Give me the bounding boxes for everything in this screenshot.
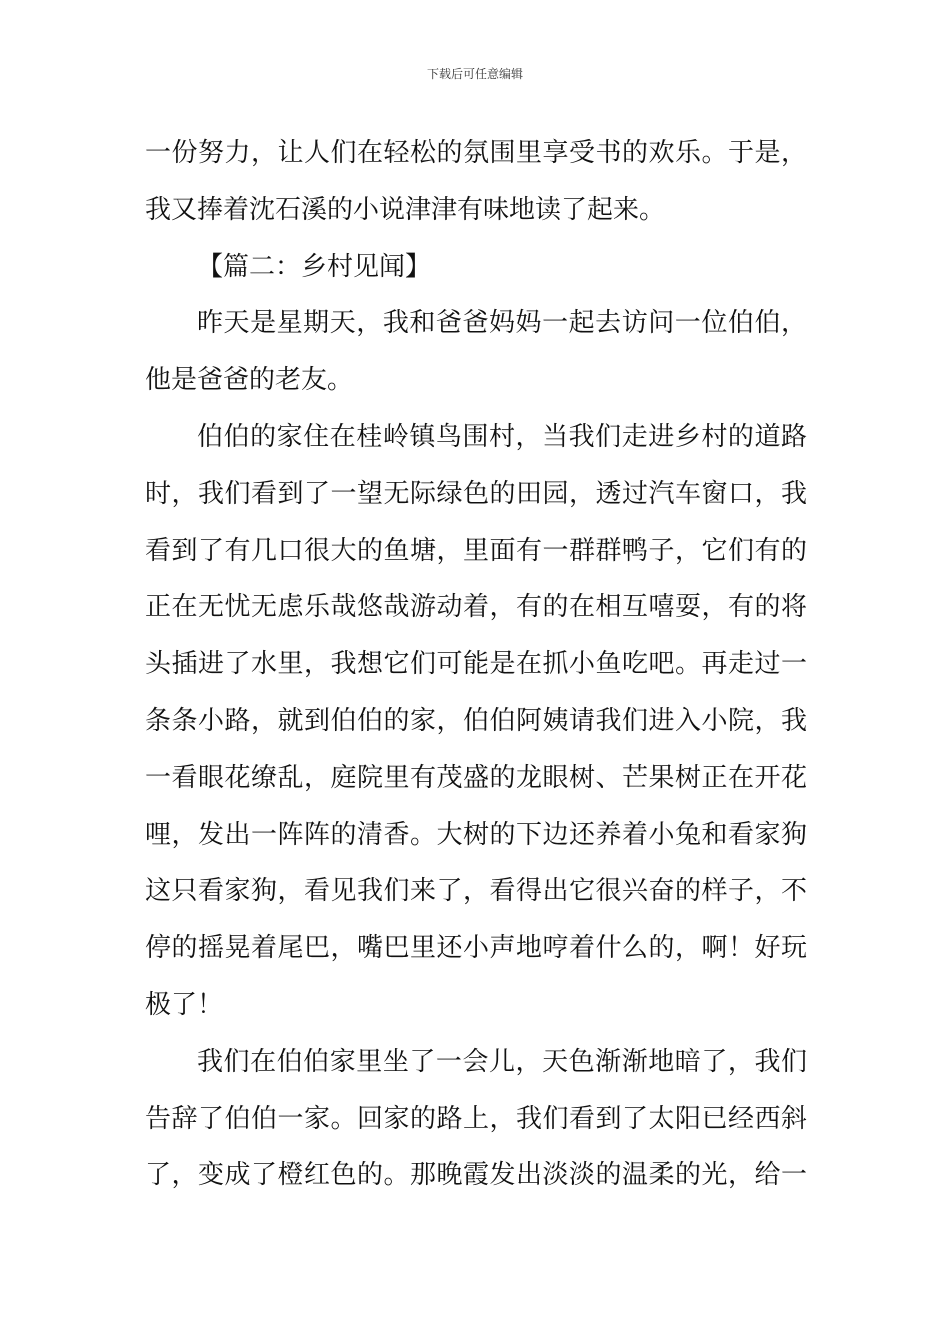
text-line: 哩，发出一阵阵的清香。大树的下边还养着小兔和看家狗 [145,819,807,850]
text-line: 条条小路，就到伯伯的家，伯伯阿姨请我们进入小院，我 [145,705,807,736]
text-line: 我们在伯伯家里坐了一会儿，天色渐渐地暗了，我们 [197,1046,807,1077]
text-line: 时，我们看到了一望无际绿色的田园，透过汽车窗口，我 [145,478,807,509]
text-line: 正在无忧无虑乐哉悠哉游动着，有的在相互嘻耍，有的将 [145,592,807,623]
text-line: 昨天是星期天，我和爸爸妈妈一起去访问一位伯伯， [197,308,807,339]
text-line: 他是爸爸的老友。 [145,365,354,396]
text-line: 了，变成了橙红色的。那晚霞发出淡淡的温柔的光，给一 [145,1160,807,1191]
text-line: 一份努力，让人们在轻松的氛围里享受书的欢乐。于是， [145,138,807,168]
text-line: 看到了有几口很大的鱼塘，里面有一群群鸭子，它们有的 [145,535,807,566]
text-line: 伯伯的家住在桂岭镇鸟围村，当我们走进乡村的道路 [197,421,807,452]
text-line: 告辞了伯伯一家。回家的路上，我们看到了太阳已经西斜 [145,1103,807,1134]
text-line: 停的摇晃着尾巴，嘴巴里还小声地哼着什么的，啊！好玩 [145,933,807,964]
text-line: 极了！ [145,989,224,1020]
text-line: 这只看家狗，看见我们来了，看得出它很兴奋的样子，不 [145,876,807,907]
text-line: 一看眼花缭乱，庭院里有茂盛的龙眼树、芒果树正在开花 [145,762,807,793]
page-header-note: 下载后可任意编辑 [426,67,523,81]
text-line: 我又捧着沈石溪的小说津津有味地读了起来。 [145,194,666,225]
text-line: 头插进了水里，我想它们可能是在抓小鱼吃吧。再走过一 [145,649,807,680]
text-line: 【篇二：乡村见闻】 [197,251,432,282]
body-text [145,125,807,1204]
